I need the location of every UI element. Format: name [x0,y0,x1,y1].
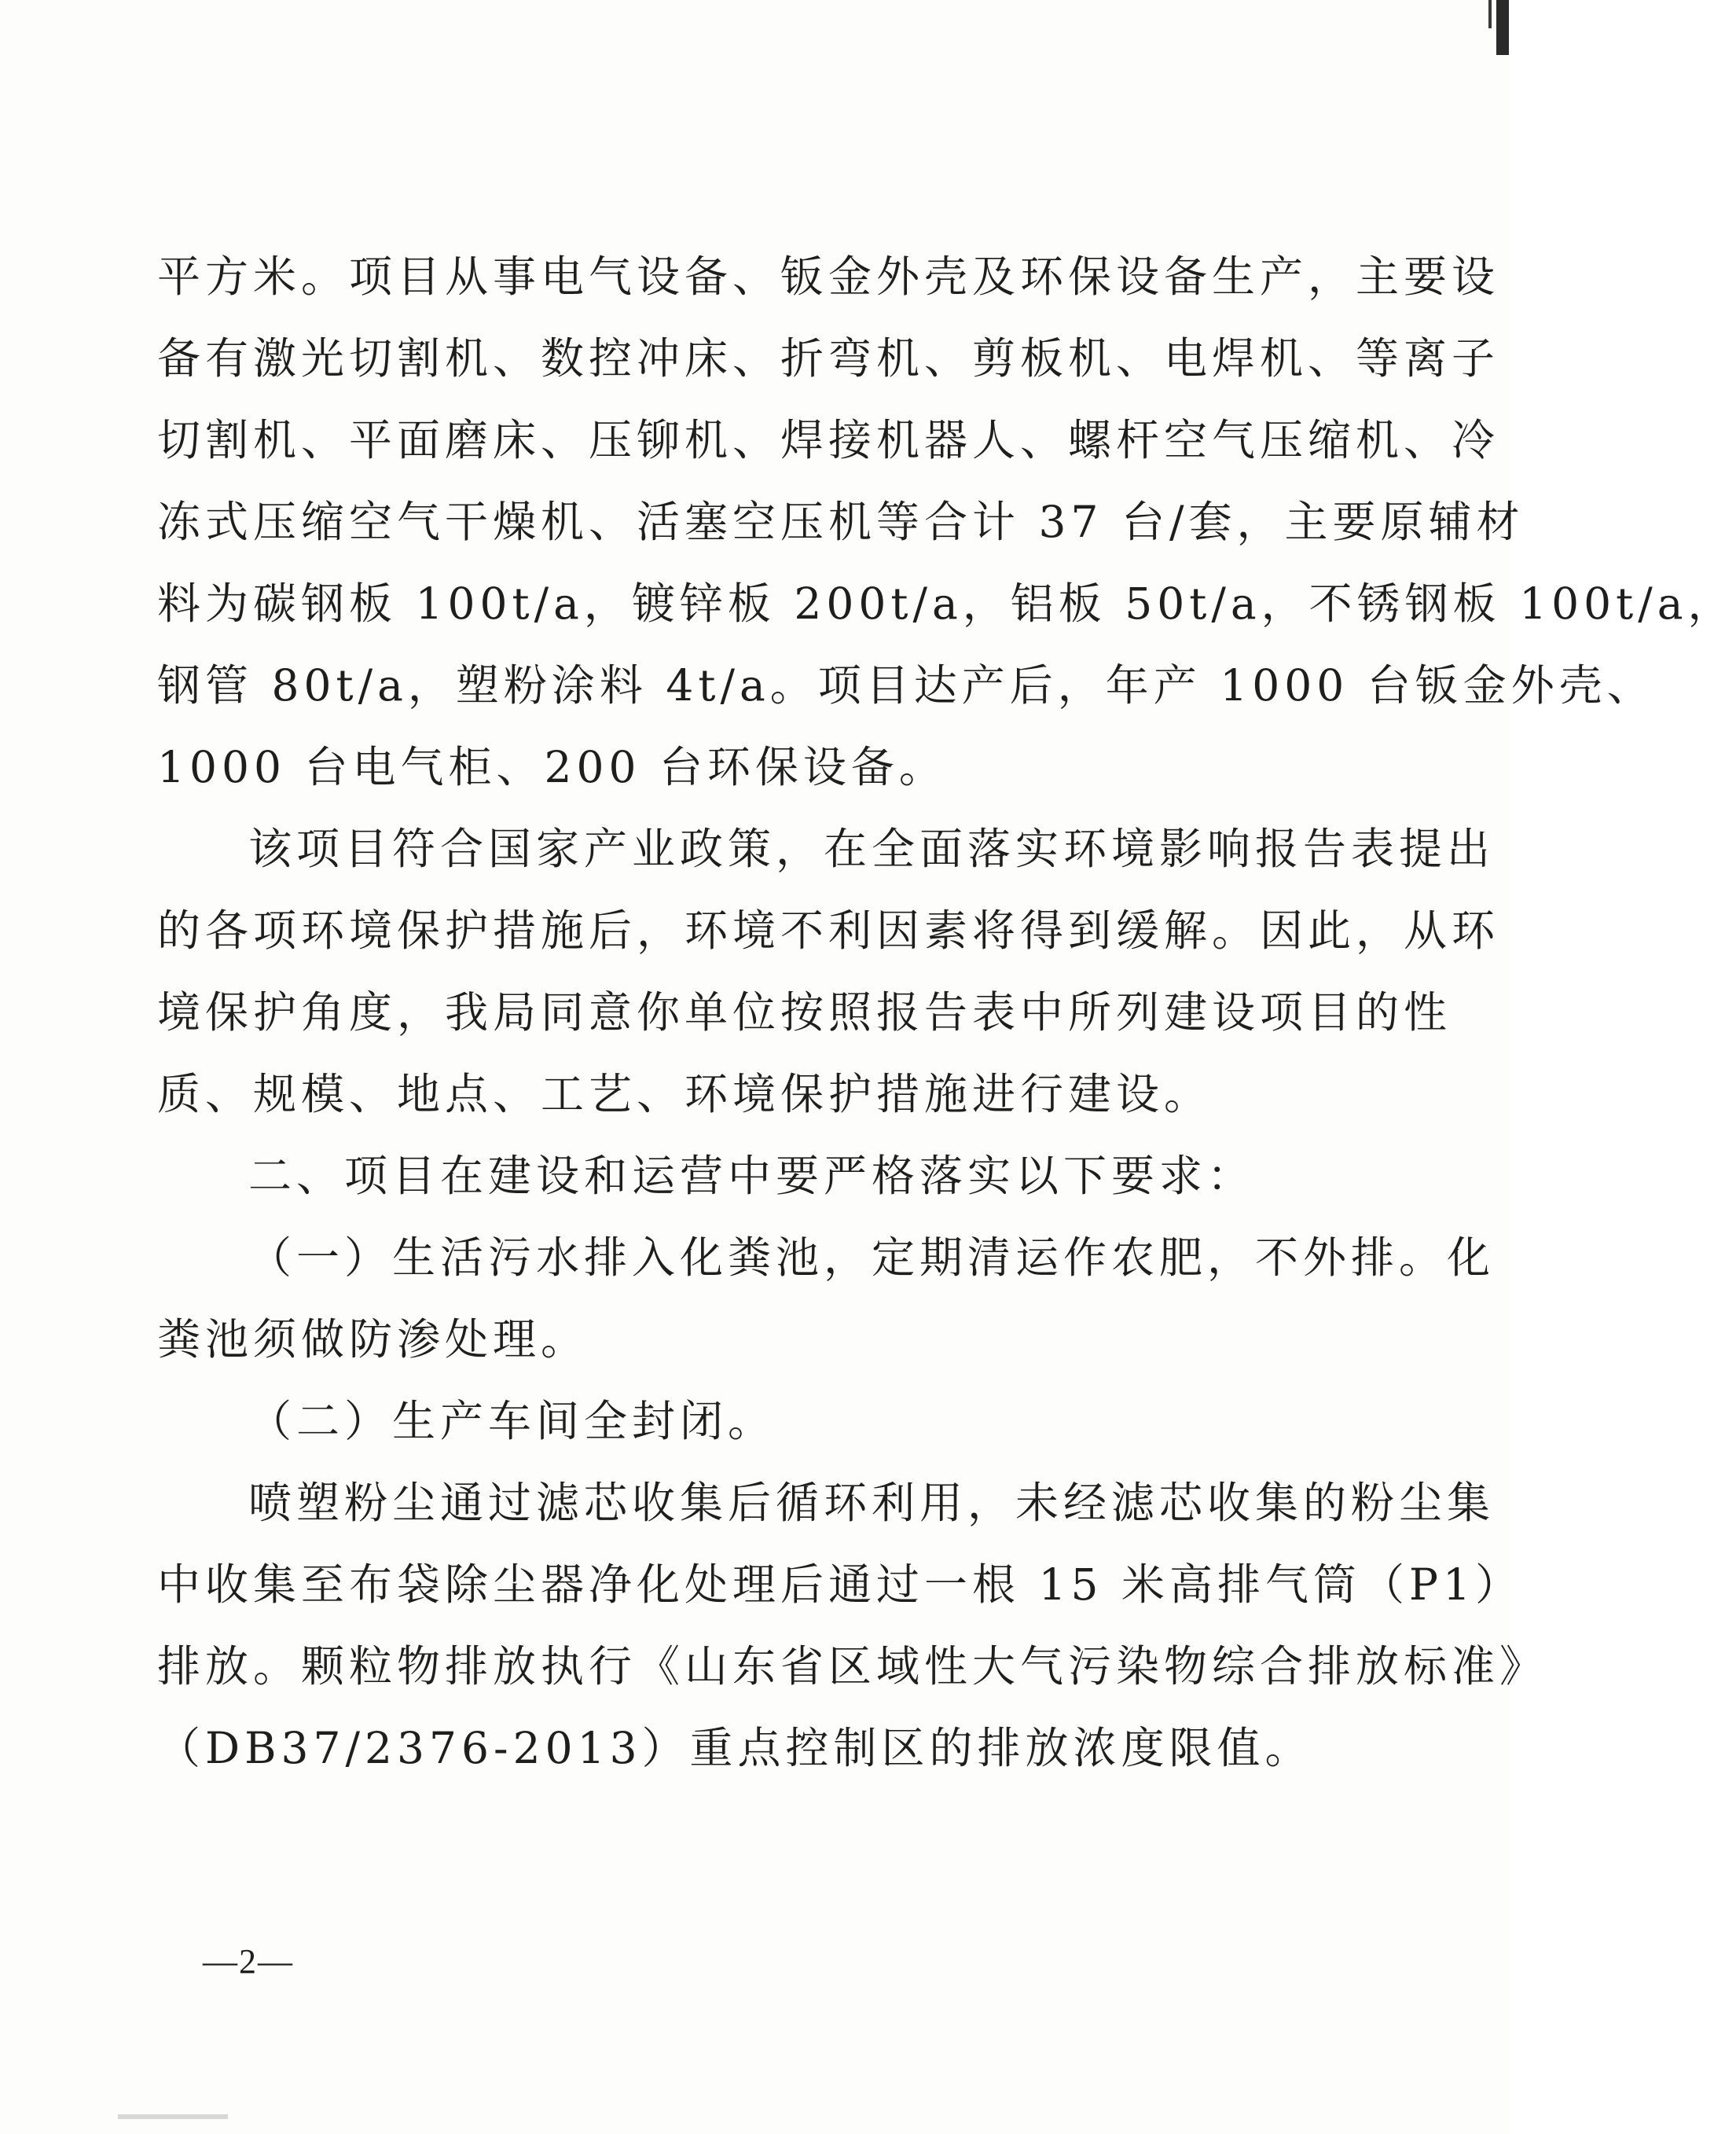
text-line: 境保护角度，我局同意你单位按照报告表中所列建设项目的性 [157,987,1452,1038]
text-line: 1000 台电气柜、200 台环保设备。 [157,742,947,792]
body-text [157,236,1736,1789]
text-line: 钢管 80t/a，塑粉涂料 4t/a。项目达产后，年产 1000 台钣金外壳、 [157,660,1655,711]
paragraph-start-line: （一）生活污水排入化粪池，定期清运作农肥，不外排。化 [248,1232,1496,1283]
text-line: 切割机、平面磨床、压铆机、焊接机器人、螺杆空气压缩机、冷 [157,415,1500,465]
text-line: （DB37/2376-2013）重点控制区的排放浓度限值。 [157,1723,1313,1773]
scan-smudge [118,2114,228,2119]
paragraph-start-line: 该项目符合国家产业政策，在全面落实环境影响报告表提出 [248,824,1496,874]
text-line: 中收集至布袋除尘器净化处理后通过一根 15 米高排气筒（P1） [157,1559,1523,1610]
text-line: 粪池须做防渗处理。 [157,1314,589,1365]
page-number: —2— [203,1942,294,1981]
text-line: 备有激光切割机、数控冲床、折弯机、剪板机、电焊机、等离子 [157,333,1500,384]
text-line: 质、规模、地点、工艺、环境保护措施进行建设。 [157,1069,1213,1119]
scan-edge-mark [1496,0,1509,55]
paragraph-start-line: （二）生产车间全封闭。 [248,1396,776,1446]
text-line: 排放。颗粒物排放执行《山东省区域性大气污染物综合排放标准》 [157,1641,1548,1691]
text-line: 平方米。项目从事电气设备、钣金外壳及环保设备生产，主要设 [157,252,1500,302]
paragraph-start-line: 喷塑粉尘通过滤芯收集后循环利用，未经滤芯收集的粉尘集 [248,1478,1496,1528]
text-line: 料为碳钢板 100t/a，镀锌板 200t/a，铝板 50t/a，不锈钢板 100t/a， [157,578,1736,629]
scan-edge-mark-2 [1488,0,1492,28]
section-heading: 二、项目在建设和运营中要严格落实以下要求： [248,1151,1256,1201]
text-line: 冻式压缩空气干燥机、活塞空压机等合计 37 台/套，主要原辅材 [157,497,1525,547]
text-line: 的各项环境保护措施后，环境不利因素将得到缓解。因此，从环 [157,905,1500,956]
